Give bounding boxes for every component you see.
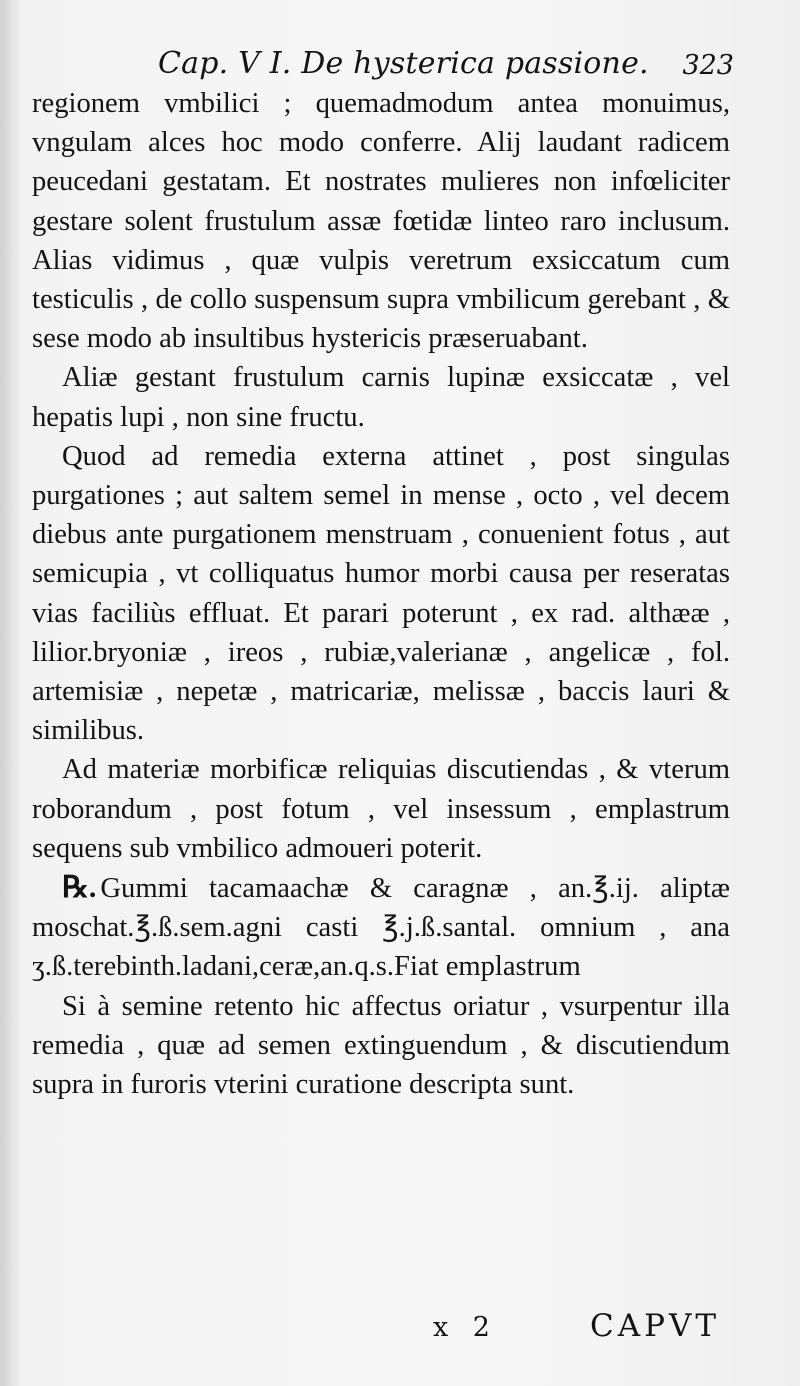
paragraph-plaster-intro: Ad materiæ morbificæ reliquias discutiendas , & vterum roborandum , post fotum , vel insessum , emplastrum sequens sub vmbilico admoueri poterit. [32, 754, 730, 864]
page-number: 323 [682, 50, 734, 81]
paragraph-continuation: regionem vmbilici ; quemadmodum antea monuimus, vngulam alces hoc modo conferre. Alij laudant radicem peucedani gestatam. Et nostrates mulieres non infœliciter gestare solent frustulum assæ fœtidæ linteo raro inclusum. Alias vidimus , quæ vulpis veretrum exsiccatum cum testiculis , de collo suspensum supra vmbilicum gerebant , & sese modo ab insultibus hystericis præseruabant. [32, 88, 730, 355]
paragraph-semen-retention: Si à semine retento hic affectus oriatur , vsurpentur illa remedia , quæ ad semen extinguendum , & discutiendum supra in furoris vterini curatione descripta sunt. [32, 990, 730, 1101]
page-footer [0, 1302, 800, 1352]
signature-mark: x 2 [433, 1312, 498, 1343]
recipe-text: Gummi tacamaachæ & caragnæ , an.℥.ij. aliptæ moschat.℥.ß.sem.agni casti ℥.j.ß.santal. omnium , ana ʒ.ß.terebinth.ladani,ceræ,an.q.s.Fiat emplastrum [32, 873, 730, 983]
running-head: Cap. V I. De hysterica passione. [158, 46, 649, 81]
page-header [158, 44, 734, 84]
paragraph-external-remedies: Quod ad remedia externa attinet , post singulas purgationes ; aut saltem semel in mense , octo , vel decem diebus ante purgationem menstruam , conuenient fotus , aut semicupia , vt colliquatus humor morbi causa per reseratas vias faciliùs effluat. Et parari poterunt , ex rad. althææ , lilior.bryoniæ , ireos , rubiæ,valerianæ , angelicæ , fol. artemisiæ , nepetæ , matricariæ, melissæ , baccis lauri & similibus. [32, 440, 730, 747]
page-body [32, 84, 730, 1104]
catchword: CAPVT [590, 1308, 721, 1344]
paragraph-recipe [32, 868, 730, 987]
recipe-symbol: ℞. [62, 871, 97, 905]
paragraph-wolf-remedies: Aliæ gestant frustulum carnis lupinæ exsiccatæ , vel hepatis lupi , non sine fructu. [32, 362, 730, 433]
